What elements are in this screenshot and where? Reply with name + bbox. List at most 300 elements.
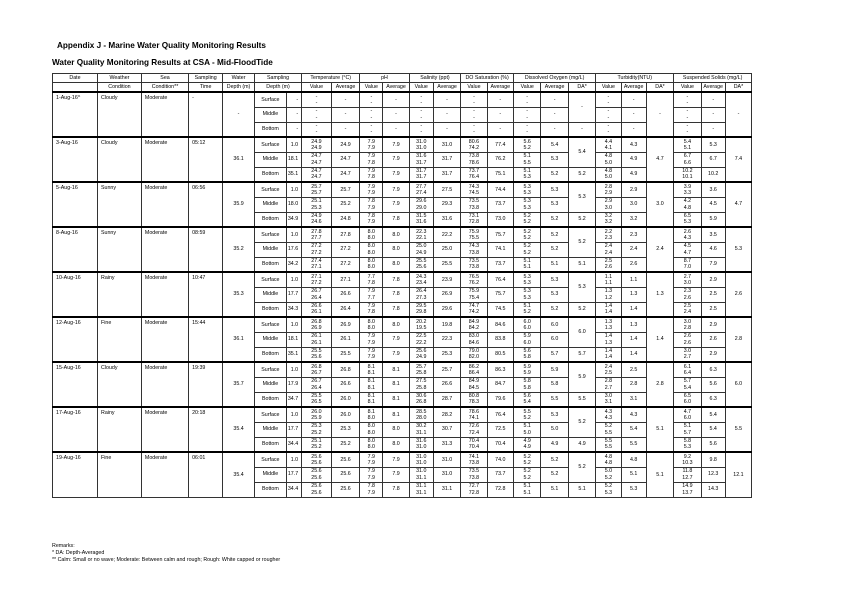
do-saturation-cell-reading: - bbox=[473, 93, 475, 100]
suspended-solids-cell-reading: 3.9 bbox=[683, 183, 692, 190]
ph-cell bbox=[360, 317, 383, 332]
dissolved-oxygen-average-cell: 5.4 bbox=[541, 137, 568, 152]
temperature-cell-reading: 26.7 bbox=[311, 369, 322, 376]
do-saturation-average-cell: 73.7 bbox=[487, 197, 513, 212]
temperature-cell bbox=[302, 362, 332, 377]
ph-cell bbox=[360, 257, 383, 272]
sampling-depth-cell: 35.1 bbox=[286, 167, 301, 182]
ph-cell bbox=[360, 182, 383, 197]
salinity-cell bbox=[409, 197, 433, 212]
sampling-depth-cell: 1.0 bbox=[286, 407, 301, 422]
sea-condition-cell: Moderate bbox=[141, 92, 188, 137]
do-saturation-average-cell: 84.7 bbox=[487, 377, 513, 392]
sampling-depth-cell: 17.6 bbox=[286, 242, 301, 257]
do-saturation-average-cell: 80.5 bbox=[487, 347, 513, 362]
dissolved-oxygen-cell-reading: 5.5 bbox=[523, 159, 531, 166]
ph-cell bbox=[360, 107, 383, 122]
turbidity-average-cell: 3.1 bbox=[621, 392, 646, 407]
dissolved-oxygen-bottom-da-cell: 5.5 bbox=[568, 392, 595, 407]
dissolved-oxygen-bottom-da-cell: 5.1 bbox=[568, 482, 595, 497]
do-saturation-average-cell: 76.4 bbox=[487, 272, 513, 287]
salinity-cell-reading: 22.1 bbox=[416, 234, 427, 241]
sampling-depth-cell: 18.1 bbox=[286, 152, 301, 167]
salinity-cell-reading: 23.4 bbox=[416, 279, 427, 286]
suspended-solids-average-cell: 2.5 bbox=[701, 287, 725, 302]
dissolved-oxygen-cell-reading: 5.6 bbox=[523, 138, 531, 145]
suspended-solids-cell bbox=[674, 92, 701, 107]
suspended-solids-da-cell: 5.3 bbox=[725, 227, 751, 272]
suspended-solids-cell-reading: 6.0 bbox=[683, 399, 692, 406]
dissolved-oxygen-cell-reading: 5.3 bbox=[523, 273, 531, 280]
dissolved-oxygen-cell-reading: 5.8 bbox=[523, 354, 531, 361]
do-saturation-average-cell: 70.4 bbox=[487, 437, 513, 452]
sampling-level-cell: Surface bbox=[254, 182, 286, 197]
suspended-solids-cell-reading: 3.0 bbox=[683, 279, 692, 286]
temperature-cell-reading: 26.0 bbox=[311, 408, 322, 415]
salinity-cell-reading: 31.5 bbox=[416, 213, 427, 220]
ph-cell-reading: 8.0 bbox=[367, 423, 375, 430]
ph-cell-reading: 8.1 bbox=[367, 378, 375, 385]
dissolved-oxygen-cell-reading: 5.3 bbox=[523, 198, 531, 205]
do-saturation-cell bbox=[461, 362, 487, 377]
suspended-solids-cell-reading: - bbox=[686, 129, 689, 136]
sampling-level-cell: Middle bbox=[254, 197, 286, 212]
salinity-cell bbox=[409, 437, 433, 452]
turbidity-cell-reading: 5.2 bbox=[604, 483, 613, 490]
temperature-cell-reading: 26.1 bbox=[311, 339, 322, 346]
turbidity-cell-reading: 1.3 bbox=[604, 288, 613, 295]
do-saturation-cell-reading: 83.0 bbox=[468, 333, 480, 340]
suspended-solids-cell-reading: 5.3 bbox=[683, 219, 692, 226]
turbidity-average-cell: 2.9 bbox=[621, 182, 646, 197]
turbidity-cell-reading: 4.3 bbox=[604, 408, 613, 415]
ph-cell-reading: 8.1 bbox=[367, 393, 375, 400]
dissolved-oxygen-cell bbox=[513, 107, 540, 122]
suspended-solids-cell-reading: 5.3 bbox=[683, 444, 692, 451]
temperature-cell-reading: 26.7 bbox=[311, 288, 322, 295]
do-saturation-cell bbox=[461, 317, 487, 332]
ph-cell bbox=[360, 392, 383, 407]
turbidity-cell bbox=[596, 437, 621, 452]
do-saturation-cell bbox=[461, 137, 487, 152]
salinity-average-cell: 31.7 bbox=[433, 167, 460, 182]
water-depth-cell: 35.4 bbox=[223, 452, 255, 497]
salinity-average-cell: 22.2 bbox=[433, 227, 460, 242]
ph-cell-reading: 8.0 bbox=[367, 264, 375, 271]
salinity-average-cell: - bbox=[433, 122, 460, 137]
do-saturation-cell bbox=[461, 482, 487, 497]
suspended-solids-average-cell: 2.9 bbox=[701, 347, 725, 362]
suspended-solids-cell-reading: - bbox=[686, 114, 689, 121]
turbidity-da-cell: 5.1 bbox=[646, 407, 673, 452]
ph-cell-reading: 7.9 bbox=[367, 459, 375, 466]
salinity-average-cell: 31.0 bbox=[433, 467, 460, 482]
dissolved-oxygen-cell-reading: 5.2 bbox=[523, 249, 531, 256]
turbidity-cell-reading: 1.4 bbox=[604, 348, 613, 355]
suspended-solids-cell bbox=[674, 122, 701, 137]
do-saturation-cell-reading: 72.4 bbox=[468, 429, 480, 436]
dissolved-oxygen-da-cell: 5.2 bbox=[568, 452, 595, 482]
do-saturation-cell-reading: 74.1 bbox=[468, 453, 480, 460]
suspended-solids-cell-reading: - bbox=[686, 99, 689, 106]
dissolved-oxygen-cell bbox=[513, 452, 540, 467]
do-saturation-cell-reading: - bbox=[473, 129, 475, 136]
salinity-average-cell: 31.6 bbox=[433, 212, 460, 227]
suspended-solids-da-cell: 2.8 bbox=[725, 317, 751, 362]
salinity-cell-reading: 29.0 bbox=[416, 204, 427, 211]
suspended-solids-cell-reading: - bbox=[686, 93, 689, 100]
ph-average-cell: 7.8 bbox=[383, 482, 409, 497]
ph-cell-reading: 7.9 bbox=[367, 288, 375, 295]
do-saturation-cell-reading: 73.8 bbox=[468, 249, 480, 256]
salinity-cell-reading: 31.0 bbox=[416, 459, 427, 466]
temperature-cell-reading: 26.1 bbox=[311, 309, 322, 316]
temperature-cell-reading: 25.6 bbox=[311, 468, 322, 475]
turbidity-average-cell: - bbox=[621, 92, 646, 107]
dissolved-oxygen-cell-reading: 5.3 bbox=[523, 294, 531, 301]
temperature-average-cell: 24.7 bbox=[331, 167, 360, 182]
suspended-solids-cell-reading: 6.0 bbox=[683, 414, 692, 421]
do-saturation-average-cell: 86.3 bbox=[487, 362, 513, 377]
turbidity-cell-reading: 5.5 bbox=[604, 438, 613, 445]
do-saturation-cell-reading: 80.8 bbox=[468, 393, 480, 400]
do-saturation-average-cell: 75.1 bbox=[487, 167, 513, 182]
ph-average-cell: 7.9 bbox=[383, 152, 409, 167]
remark-line: ** Calm: Small or no wave; Moderate: Between calm and rough; Rough: White capped or rougher bbox=[52, 557, 281, 564]
temperature-cell-reading: - bbox=[315, 93, 318, 100]
suspended-solids-cell-reading: 9.2 bbox=[683, 453, 692, 460]
do-saturation-cell-reading: 76.2 bbox=[468, 279, 480, 286]
suspended-solids-cell bbox=[674, 467, 701, 482]
temperature-cell bbox=[302, 257, 332, 272]
turbidity-cell-reading: 5.5 bbox=[604, 429, 613, 436]
dissolved-oxygen-cell bbox=[513, 362, 540, 377]
turbidity-average-cell: 1.3 bbox=[621, 317, 646, 332]
suspended-solids-cell bbox=[674, 197, 701, 212]
salinity-cell bbox=[409, 392, 433, 407]
turbidity-cell bbox=[596, 137, 621, 152]
do-saturation-cell-reading: 74.1 bbox=[468, 414, 480, 421]
date-cell: 3-Aug-16 bbox=[53, 137, 98, 182]
dissolved-oxygen-cell-reading: 5.8 bbox=[523, 384, 531, 391]
suspended-solids-average-cell: 2.9 bbox=[701, 272, 725, 287]
column-subheader: DA* bbox=[646, 83, 673, 93]
weather-cell: Sunny bbox=[98, 182, 142, 227]
salinity-cell bbox=[409, 467, 433, 482]
temperature-cell bbox=[302, 167, 332, 182]
turbidity-cell bbox=[596, 332, 621, 347]
temperature-cell-reading: 25.2 bbox=[311, 429, 322, 436]
do-saturation-cell-reading: - bbox=[473, 108, 475, 115]
do-saturation-cell-reading: 84.9 bbox=[468, 318, 480, 325]
suspended-solids-average-cell: 2.9 bbox=[701, 317, 725, 332]
remark-line: * DA: Depth-Averaged bbox=[52, 550, 105, 557]
salinity-cell-reading: 22.5 bbox=[416, 333, 427, 340]
turbidity-cell bbox=[596, 302, 621, 317]
do-saturation-cell bbox=[461, 467, 487, 482]
temperature-cell-reading: 25.6 bbox=[311, 474, 322, 481]
ph-cell-reading: 7.8 bbox=[367, 174, 375, 181]
dissolved-oxygen-cell-reading: 5.3 bbox=[523, 189, 531, 196]
water-depth-cell: 35.3 bbox=[223, 272, 255, 317]
sea-condition-cell: Moderate bbox=[141, 317, 188, 362]
temperature-cell-reading: 25.7 bbox=[311, 183, 322, 190]
sampling-time-cell: 08:59 bbox=[189, 227, 223, 272]
salinity-average-cell: 22.3 bbox=[433, 332, 460, 347]
do-saturation-cell-reading: 78.3 bbox=[468, 399, 480, 406]
sampling-time-cell: 15:44 bbox=[189, 317, 223, 362]
dissolved-oxygen-average-cell: 5.9 bbox=[541, 362, 568, 377]
salinity-average-cell: 25.0 bbox=[433, 242, 460, 257]
salinity-cell-reading: 26.8 bbox=[416, 399, 427, 406]
do-saturation-cell bbox=[461, 92, 487, 107]
ph-cell bbox=[360, 467, 383, 482]
salinity-cell-reading: 25.5 bbox=[416, 258, 427, 265]
turbidity-average-cell: - bbox=[621, 107, 646, 122]
date-cell: 8-Aug-16 bbox=[53, 227, 98, 272]
dissolved-oxygen-cell bbox=[513, 422, 540, 437]
turbidity-cell bbox=[596, 182, 621, 197]
ph-cell-reading: 8.0 bbox=[367, 234, 375, 241]
suspended-solids-average-cell: 3.5 bbox=[701, 227, 725, 242]
do-saturation-average-cell: 74.1 bbox=[487, 242, 513, 257]
turbidity-cell-reading: 1.4 bbox=[604, 333, 613, 340]
suspended-solids-average-cell: 5.6 bbox=[701, 377, 725, 392]
dissolved-oxygen-cell-reading: 6.0 bbox=[523, 339, 531, 346]
column-header: Weather bbox=[98, 74, 142, 83]
column-subheader bbox=[53, 83, 98, 93]
do-saturation-cell-reading: 78.6 bbox=[468, 408, 480, 415]
do-saturation-cell bbox=[461, 257, 487, 272]
ph-average-cell: - bbox=[383, 107, 409, 122]
temperature-cell-reading: 25.9 bbox=[311, 414, 322, 421]
turbidity-cell-reading: 2.2 bbox=[604, 228, 613, 235]
turbidity-cell-reading: 1.2 bbox=[604, 294, 613, 301]
column-header: Date bbox=[53, 74, 98, 83]
sampling-level-cell: Middle bbox=[254, 422, 286, 437]
table-row bbox=[53, 137, 805, 152]
dissolved-oxygen-cell-reading: 5.1 bbox=[523, 258, 531, 265]
dissolved-oxygen-cell bbox=[513, 302, 540, 317]
suspended-solids-cell bbox=[674, 422, 701, 437]
suspended-solids-cell bbox=[674, 332, 701, 347]
temperature-cell bbox=[302, 212, 332, 227]
temperature-cell bbox=[302, 107, 332, 122]
ph-cell bbox=[360, 407, 383, 422]
salinity-average-cell: 28.7 bbox=[433, 392, 460, 407]
column-header: Temperature (°C) bbox=[302, 74, 360, 83]
do-saturation-cell bbox=[461, 437, 487, 452]
sampling-level-cell: Surface bbox=[254, 92, 286, 107]
dissolved-oxygen-cell-reading: 5.2 bbox=[523, 234, 531, 241]
temperature-cell-reading: 25.3 bbox=[311, 204, 322, 211]
salinity-cell-reading: 27.7 bbox=[416, 183, 427, 190]
temperature-average-cell: 25.2 bbox=[331, 437, 360, 452]
salinity-average-cell: 26.6 bbox=[433, 377, 460, 392]
temperature-average-cell: - bbox=[331, 107, 360, 122]
salinity-cell-reading: 27.4 bbox=[416, 189, 427, 196]
temperature-average-cell: 26.1 bbox=[331, 332, 360, 347]
sampling-level-cell: Middle bbox=[254, 377, 286, 392]
salinity-cell-reading: 25.8 bbox=[416, 384, 427, 391]
temperature-average-cell: 26.0 bbox=[331, 392, 360, 407]
table-row bbox=[53, 182, 805, 197]
remarks bbox=[52, 543, 280, 565]
salinity-cell-reading: 31.6 bbox=[416, 438, 427, 445]
sampling-level-cell: Surface bbox=[254, 362, 286, 377]
turbidity-cell bbox=[596, 167, 621, 182]
sea-condition-cell: Moderate bbox=[141, 137, 188, 182]
temperature-average-cell: 26.8 bbox=[331, 362, 360, 377]
temperature-average-cell: 25.3 bbox=[331, 422, 360, 437]
dissolved-oxygen-cell bbox=[513, 272, 540, 287]
ph-average-cell: 8.0 bbox=[383, 317, 409, 332]
temperature-cell bbox=[302, 392, 332, 407]
turbidity-average-cell: 2.4 bbox=[621, 242, 646, 257]
suspended-solids-cell-reading: 5.1 bbox=[683, 144, 692, 151]
sampling-depth-cell: 34.3 bbox=[286, 302, 301, 317]
do-saturation-cell-reading: 74.7 bbox=[468, 303, 480, 310]
turbidity-cell bbox=[596, 257, 621, 272]
suspended-solids-cell-reading: 4.5 bbox=[683, 243, 692, 250]
suspended-solids-da-cell: 4.7 bbox=[725, 182, 751, 227]
temperature-cell-reading: 25.5 bbox=[311, 348, 322, 355]
ph-cell bbox=[360, 302, 383, 317]
sampling-level-cell: Bottom bbox=[254, 347, 286, 362]
suspended-solids-cell-reading: 5.7 bbox=[683, 378, 692, 385]
salinity-cell bbox=[409, 242, 433, 257]
dissolved-oxygen-da-cell: - bbox=[568, 92, 595, 122]
turbidity-average-cell: 1.1 bbox=[621, 272, 646, 287]
dissolved-oxygen-average-cell: 6.0 bbox=[541, 317, 568, 332]
table-row bbox=[53, 452, 805, 467]
turbidity-cell-reading: 1.3 bbox=[604, 339, 613, 346]
ph-cell-reading: - bbox=[370, 123, 373, 130]
salinity-cell-reading: 27.3 bbox=[416, 294, 427, 301]
do-saturation-cell-reading: 73.8 bbox=[468, 204, 480, 211]
do-saturation-average-cell: 84.6 bbox=[487, 317, 513, 332]
ph-cell-reading: 7.9 bbox=[367, 204, 375, 211]
turbidity-average-cell: 3.0 bbox=[621, 197, 646, 212]
do-saturation-cell-reading: - bbox=[473, 99, 475, 106]
salinity-cell-reading: 25.8 bbox=[416, 369, 427, 376]
turbidity-cell-reading: 1.3 bbox=[604, 324, 613, 331]
suspended-solids-cell-reading: 2.6 bbox=[683, 333, 692, 340]
suspended-solids-da-cell: 7.4 bbox=[725, 137, 751, 182]
do-saturation-average-cell: - bbox=[487, 92, 513, 107]
suspended-solids-cell-reading: 12.7 bbox=[682, 474, 693, 481]
do-saturation-average-cell: 72.5 bbox=[487, 422, 513, 437]
sampling-level-cell: Middle bbox=[254, 467, 286, 482]
do-saturation-average-cell: 76.4 bbox=[487, 407, 513, 422]
salinity-cell-reading: 24.9 bbox=[416, 354, 427, 361]
ph-cell-reading: 8.0 bbox=[367, 258, 375, 265]
salinity-average-cell: 19.8 bbox=[433, 317, 460, 332]
dissolved-oxygen-da-cell: 5.2 bbox=[568, 227, 595, 257]
sampling-depth-cell: 17.7 bbox=[286, 467, 301, 482]
turbidity-da-cell: - bbox=[646, 92, 673, 137]
do-saturation-cell-reading: 73.5 bbox=[468, 198, 480, 205]
turbidity-da-cell: 3.0 bbox=[646, 182, 673, 227]
dissolved-oxygen-cell-reading: 5.2 bbox=[523, 309, 531, 316]
column-subheader: DA* bbox=[568, 83, 595, 93]
temperature-cell bbox=[302, 452, 332, 467]
dissolved-oxygen-cell bbox=[513, 332, 540, 347]
sampling-depth-cell: 1.0 bbox=[286, 137, 301, 152]
ph-average-cell: 8.1 bbox=[383, 362, 409, 377]
sampling-depth-cell: - bbox=[286, 107, 301, 122]
header-row bbox=[53, 83, 805, 93]
do-saturation-cell-reading: 72.6 bbox=[468, 423, 480, 430]
suspended-solids-cell bbox=[674, 242, 701, 257]
ph-average-cell: 7.9 bbox=[383, 182, 409, 197]
turbidity-average-cell: 2.8 bbox=[621, 377, 646, 392]
turbidity-average-cell: 3.2 bbox=[621, 212, 646, 227]
table-row bbox=[53, 362, 805, 377]
dissolved-oxygen-bottom-da-cell: - bbox=[568, 122, 595, 137]
turbidity-cell bbox=[596, 122, 621, 137]
ph-cell-reading: 7.9 bbox=[367, 348, 375, 355]
suspended-solids-average-cell: 6.7 bbox=[701, 152, 725, 167]
do-saturation-cell bbox=[461, 407, 487, 422]
ph-average-cell: 7.8 bbox=[383, 272, 409, 287]
salinity-cell-reading: 25.0 bbox=[416, 243, 427, 250]
dissolved-oxygen-cell bbox=[513, 317, 540, 332]
table-title: Water Quality Monitoring Results at CSA - Mid-FloodTide bbox=[52, 58, 273, 67]
dissolved-oxygen-bottom-da-cell: 5.2 bbox=[568, 302, 595, 317]
salinity-average-cell: 31.3 bbox=[433, 437, 460, 452]
do-saturation-average-cell: 74.4 bbox=[487, 182, 513, 197]
turbidity-cell-reading: 3.0 bbox=[604, 393, 613, 400]
ph-cell bbox=[360, 332, 383, 347]
temperature-cell-reading: 26.4 bbox=[311, 294, 322, 301]
dissolved-oxygen-average-cell: 5.3 bbox=[541, 287, 568, 302]
dissolved-oxygen-cell-reading: - bbox=[526, 93, 529, 100]
ph-average-cell: 7.9 bbox=[383, 167, 409, 182]
suspended-solids-average-cell: 4.6 bbox=[701, 242, 725, 257]
salinity-cell bbox=[409, 227, 433, 242]
sampling-time-cell: - bbox=[189, 92, 223, 137]
temperature-average-cell: - bbox=[331, 122, 360, 137]
ph-average-cell: - bbox=[383, 92, 409, 107]
column-subheader: Value bbox=[302, 83, 332, 93]
ph-average-cell: 7.8 bbox=[383, 302, 409, 317]
ph-cell bbox=[360, 227, 383, 242]
column-subheader: Average bbox=[331, 83, 360, 93]
suspended-solids-cell-reading: 2.6 bbox=[683, 228, 692, 235]
temperature-average-cell: 24.9 bbox=[331, 137, 360, 152]
date-cell: 12-Aug-16 bbox=[53, 317, 98, 362]
dissolved-oxygen-average-cell: 5.2 bbox=[541, 242, 568, 257]
sampling-depth-cell: 34.7 bbox=[286, 392, 301, 407]
temperature-cell bbox=[302, 377, 332, 392]
suspended-solids-cell-reading: 6.5 bbox=[683, 393, 692, 400]
ph-cell-reading: 8.0 bbox=[367, 444, 375, 451]
salinity-average-cell: 25.3 bbox=[433, 347, 460, 362]
temperature-cell bbox=[302, 182, 332, 197]
sampling-level-cell: Bottom bbox=[254, 212, 286, 227]
suspended-solids-cell bbox=[674, 152, 701, 167]
turbidity-cell bbox=[596, 107, 621, 122]
salinity-cell bbox=[409, 287, 433, 302]
suspended-solids-cell bbox=[674, 377, 701, 392]
salinity-average-cell: 31.0 bbox=[433, 452, 460, 467]
ph-cell-reading: 7.8 bbox=[367, 213, 375, 220]
temperature-average-cell: 25.7 bbox=[331, 182, 360, 197]
column-subheader: Value bbox=[596, 83, 621, 93]
do-saturation-average-cell: 79.6 bbox=[487, 392, 513, 407]
date-cell: 5-Aug-16 bbox=[53, 182, 98, 227]
